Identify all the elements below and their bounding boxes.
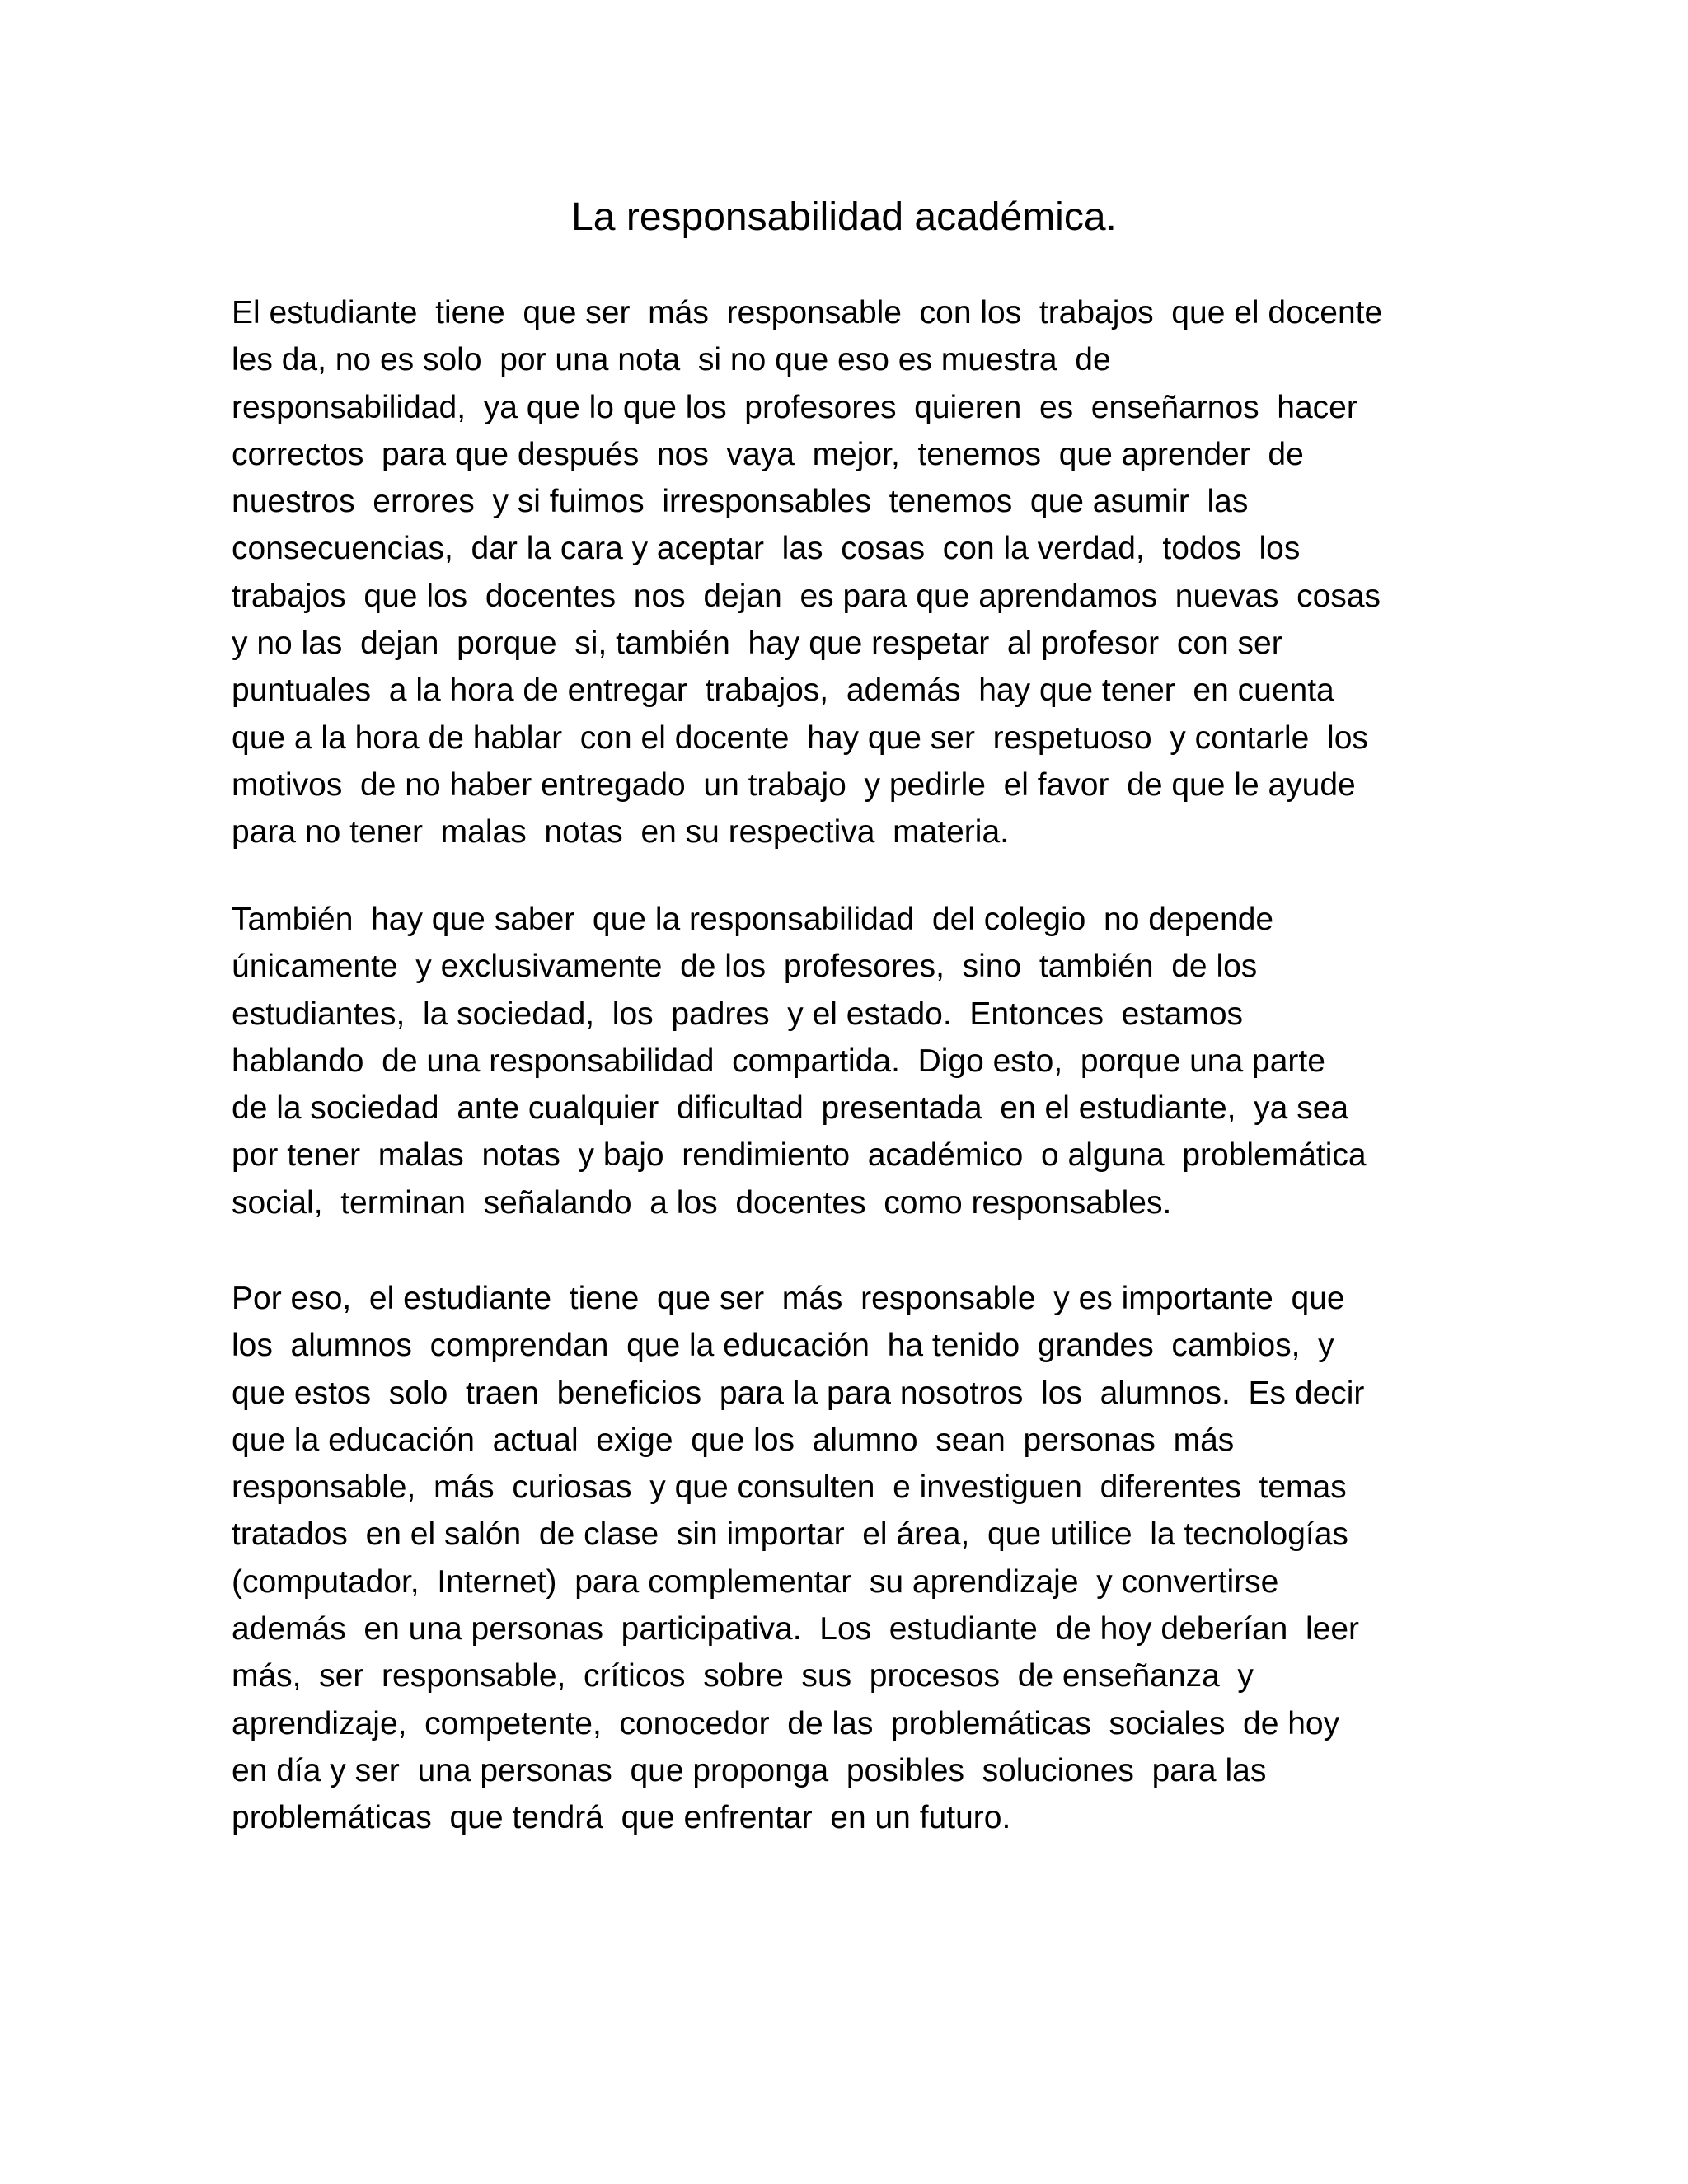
text-line: responsable, más curiosas y que consulten e investiguen diferentes temas xyxy=(232,1469,1347,1506)
text-line: aprendizaje, competente, conocedor de las problemáticas sociales de hoy xyxy=(232,1705,1340,1741)
text-line: puntuales a la hora de entregar trabajos, además hay que tener en cuenta xyxy=(232,673,1334,709)
text-line: únicamente y exclusivamente de los profesores, sino también de los xyxy=(232,949,1258,985)
text-line: estudiantes, la sociedad, los padres y el estado. Entonces estamos xyxy=(232,996,1244,1032)
text-line: (computador, Internet) para complementar su aprendizaje y convertirse xyxy=(232,1563,1279,1600)
text-line: social, terminan señalando a los docentes como responsables. xyxy=(232,1184,1172,1221)
paragraph-2 xyxy=(232,896,1367,1226)
text-line: hablando de una responsabilidad compartida. Digo esto, porque una parte xyxy=(232,1043,1325,1079)
text-line: El estudiante tiene que ser más responsable con los trabajos que el docente xyxy=(232,295,1383,330)
text-line: más, ser responsable, críticos sobre sus procesos de enseñanza y xyxy=(232,1658,1254,1694)
paragraph-3 xyxy=(232,1275,1364,1842)
text-line: que a la hora de hablar con el docente hay que ser respetuoso y contarle los xyxy=(232,719,1368,756)
text-line: También hay que saber que la responsabilidad del colegio no depende xyxy=(232,902,1274,937)
text-line: además en una personas participativa. Los estudiante de hoy deberían leer xyxy=(232,1611,1360,1647)
text-line: correctos para que después nos vaya mejor, tenemos que aprender de xyxy=(232,436,1304,472)
text-line: problemáticas que tendrá que enfrentar en un futuro. xyxy=(232,1800,1011,1836)
text-line: y no las dejan porque si, también hay que respetar al profesor con ser xyxy=(232,626,1282,662)
text-line: para no tener malas notas en su respectiva materia. xyxy=(232,814,1009,851)
text-line: trabajos que los docentes nos dejan es para que aprendamos nuevas cosas xyxy=(232,578,1381,614)
text-line: nuestros errores y si fuimos irresponsables tenemos que asumir las xyxy=(232,484,1249,520)
text-line: consecuencias, dar la cara y aceptar las cosas con la verdad, todos los xyxy=(232,531,1301,567)
text-line: por tener malas notas y bajo rendimiento académico o alguna problemática xyxy=(232,1137,1367,1174)
text-line: los alumnos comprendan que la educación ha tenido grandes cambios, y xyxy=(232,1328,1334,1364)
paragraph-1 xyxy=(232,289,1382,856)
text-line: que estos solo traen beneficios para la para nosotros los alumnos. Es decir xyxy=(232,1375,1365,1411)
text-line: tratados en el salón de clase sin importar el área, que utilice la tecnologías xyxy=(232,1516,1348,1553)
text-line: Por eso, el estudiante tiene que ser más responsable y es importante que xyxy=(232,1281,1345,1316)
text-line: que la educación actual exige que los alumno sean personas más xyxy=(232,1422,1235,1458)
text-line: en día y ser una personas que proponga posibles soluciones para las xyxy=(232,1752,1267,1788)
document-title: La responsabilidad académica. xyxy=(571,195,1117,239)
text-line: les da, no es solo por una nota si no que eso es muestra de xyxy=(232,342,1111,378)
text-line: de la sociedad ante cualquier dificultad presentada en el estudiante, ya sea xyxy=(232,1090,1349,1127)
text-line: responsabilidad, ya que lo que los profesores quieren es enseñarnos hacer xyxy=(232,389,1357,425)
text-line: motivos de no haber entregado un trabajo y pedirle el favor de que le ayude xyxy=(232,766,1356,803)
